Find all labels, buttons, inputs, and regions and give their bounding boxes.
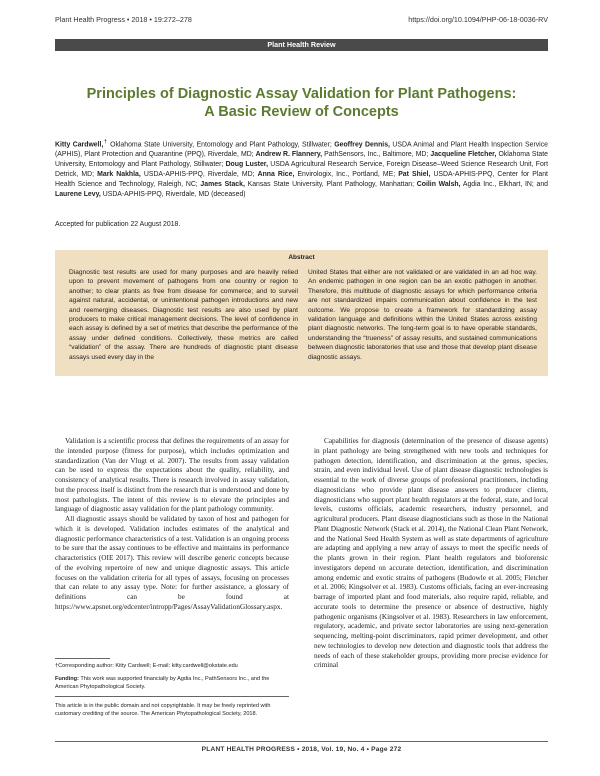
author-name: Mark Nakhla,	[97, 171, 141, 179]
abstract-right-column: United States that either are not validated or are validated in an ad hoc way. An endemic pathogen in one region can be an exotic pathogen in another. Therefore, this multitude of diagnostic assays for which performance criteria are not standardized impairs communication about confidence in the test outcome. We propose to create a framework for standardizing assay validation language and definitions within the United States across existing plant diagnostic networks. The long-term goal is to have operable standards, understanding the “trueness” of assay results, and sustained communications between diagnostic laboratories that use and those that develop plant disease diagnostic assays.	[308, 269, 537, 361]
section-label: Plant Health Review	[55, 39, 548, 51]
corresponding-mark: †	[103, 139, 108, 145]
abstract-heading: Abstract	[288, 254, 315, 261]
journal-citation: Plant Health Progress • 2018 • 19:272–278	[55, 15, 192, 24]
author-affiliation: Envirologix, Inc., Portland, ME;	[294, 171, 399, 179]
title-line-2: A Basic Review of Concepts	[204, 104, 399, 120]
corresponding-author-note: †Corresponding author: Kitty Cardwell; E-mail: kitty.cardwell@okstate.edu	[55, 663, 238, 669]
funding-note	[55, 675, 289, 691]
title-line-1: Principles of Diagnostic Assay Validation for Plant Pathogens:	[86, 86, 517, 102]
author-name: Anna Rice,	[257, 171, 295, 179]
body-paragraph: All diagnostic assays should be validated by taxon of host and pathogen for which it is developed. Validation includes estimates of the analytical and diagnostic performance characteristics of a test. Validation is an ongoing process to be sure that the assay continues to be effective and maintains its performance characteristics (OIE 2017). This review will describe generic concepts because of the evolving repertoire of new and unique diagnostic assays. This article focuses on the validation criteria for all types of assays, focusing on processes that can relate to any assay type. Note: for further assistance, a glossary of definitions can be found at https://www.apsnet.org/edcenter/intropp/Pages/AssayValidationGlossary.aspx.	[55, 515, 290, 611]
author-list	[55, 137, 548, 200]
author-name: Andrew R. Flannery,	[255, 151, 323, 159]
author-name: Jacqueline Fletcher,	[430, 151, 497, 159]
author-name: Coilin Walsh,	[416, 181, 461, 189]
running-head	[55, 15, 548, 24]
author-affiliation: PathSensors, Inc., Baltimore, MD;	[322, 151, 431, 159]
body-left-column	[55, 437, 289, 613]
page-footer: PLANT HEALTH PROGRESS • 2018, Vol. 19, No. 4 • Page 272	[201, 746, 402, 753]
author-name: Kitty Cardwell,	[55, 141, 104, 149]
footer-rule	[55, 741, 548, 742]
abstract-box	[55, 250, 548, 376]
footnotes	[55, 658, 289, 723]
author-affiliation: USDA-APHIS-PPQ, Riverdale, MD (deceased)	[100, 191, 246, 199]
author-name: Doug Luster,	[225, 161, 269, 169]
author-affiliation: Oklahoma State University, Entomology and Plant Pathology, Stillwater;	[55, 151, 548, 169]
funding-text: This work was supported financially by Agdia Inc., PathSensors Inc., and the American Phytopathological Society.	[55, 676, 270, 690]
author-affiliation: USDA-APHIS-PPQ, Riverdale, MD;	[140, 171, 258, 179]
author-affiliation: Oklahoma State University, Entomology and Plant Pathology, Stillwater;	[107, 141, 335, 149]
footnote-rule	[55, 658, 110, 659]
body-right-column	[314, 437, 548, 671]
body-paragraph: Validation is a scientific process that defines the requirements of an assay for the intended purpose (fitness for purpose), which includes optimization and standardization (Van der Vlugt et al. 2007). The results from assay validation can be used to express the expectations about the quality, reliability, and consistency of analytical results. There is research involved in assay validation, but the process itself is distinct from the research that is understood and done by most pathologists. The intent of this review is to elevate the principles and language of diagnostic assay validation for the plant pathology community.	[55, 437, 289, 514]
abstract-left-column: Diagnostic test results are used for many purposes and are heavily relied upon to prevent movement of pathogens from one country or region to another; to clear plants as free from disease for commerce; and to surveil against natural, accidental, or unintentional pathogen introductions and new and reemerging diseases. Diagnostic test results are also used by plant producers to make critical management decisions. The level of confidence in each assay is defined by a set of metrics that describe the performance of the assay under defined conditions. Collectively, these metrics are called “validation” of the assay. There are hundreds of diagnostic plant disease assays used every day in the	[69, 269, 298, 361]
author-name: Geoffrey Dennis,	[334, 141, 390, 149]
body-paragraph: Capabilities for diagnosis (determination of the presence of disease agents) in plant pathology are being strengthened with new tools and techniques for pathogen detection, identification, and discrimination at the genus, species, strain, and even individual level. Use of plant disease diagnostic technologies is essential to the work of diverse groups of professional practitioners, including diagnosticians who provide plant disease answers to producer clients, diagnosticians who support plant health regulators at the federal, state, and local levels, customs officials, academic researchers, industry personnel, and agricultural producers. Plant disease diagnosticians such as those in the National Plant Diagnostic Network (Stack et al. 2014), the National Clean Plant Network, and the National Seed Health System as well as state departments of agriculture are adapting and applying a new array of assays to meet the specific needs of the plants grown in their region. Plant health regulators and bioforensic investigators depend on accurate detection, identification, and discrimination among endemic and exotic strains of pathogens (Budowle et al. 2005; Fletcher et al. 2006; Kingsolver et al. 1983). Customs officials, facing an ever-increasing barrage of imported plant and food materials, also require rapid, reliable, and accurate tools to determine the presence or absence of destructive, highly pathogenic organisms (Kingsolver et al. 1983). Researchers in law enforcement, regulatory, academic, and private sector laboratories are using next-generation sequencing, melting-point discriminators, rapid primer development, and other new technologies to develop new detection and diagnostic tools that address the needs of each of these stakeholder groups, providing more precise evidence for criminal	[314, 437, 548, 670]
author-name: James Stack,	[200, 181, 245, 189]
copyright-note: This article is in the public domain and not copyrightable. It may be freely reprinted with customary crediting of the source. The American Phytopathological Society, 2018.	[55, 703, 271, 717]
author-name: Laurene Levy,	[55, 191, 101, 199]
author-affiliation: Kansas State University, Plant Pathology, Manhattan;	[244, 181, 417, 189]
article-title	[55, 85, 548, 121]
doi-link[interactable]: https://doi.org/10.1094/PHP-06-18-0036-RV	[408, 15, 548, 24]
funding-label: Funding:	[55, 676, 79, 682]
footnote-divider	[55, 696, 289, 697]
author-affiliation: USDA-APHIS-PPQ, Center for Plant Health Science and Technology, Raleigh, NC;	[55, 171, 548, 189]
author-affiliation: Agdia Inc., Elkhart, IN; and	[460, 181, 548, 189]
accepted-date: Accepted for publication 22 August 2018.	[55, 221, 181, 228]
author-name: Pat Shiel,	[398, 171, 431, 179]
author-affiliation: USDA Animal and Plant Health Inspection Service (APHIS), Plant Protection and Quarantine (PPQ), Riverdale, MD;	[55, 141, 548, 159]
author-affiliation: USDA Agricultural Research Service, Foreign Disease–Weed Science Research Unit, Fort Detrick, MD;	[55, 161, 548, 179]
